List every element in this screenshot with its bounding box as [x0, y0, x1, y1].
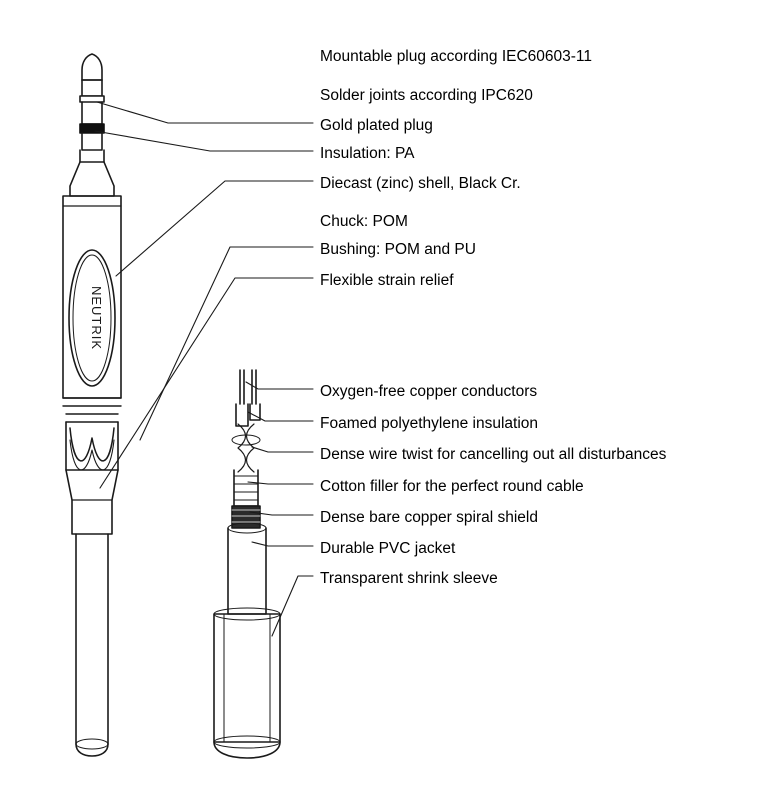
leader-shrink-sleeve	[272, 576, 313, 636]
callout-solder-joints: Solder joints according IPC620	[320, 87, 533, 104]
neutrik-brand-text: NEUTRIK	[89, 285, 104, 351]
callout-bushing: Bushing: POM and PU	[320, 241, 476, 258]
callout-gold-plated-plug: Gold plated plug	[320, 117, 433, 134]
leader-insulation-pa	[95, 131, 313, 151]
foam-insulation-1	[236, 404, 248, 426]
callout-mountable-plug: Mountable plug according IEC60603-11	[320, 48, 593, 65]
callout-copper-conductors: Oxygen-free copper conductors	[320, 383, 538, 400]
cable-cutaway	[214, 370, 280, 758]
leader-lines	[95, 102, 313, 636]
plug-cable-end	[76, 744, 108, 756]
sleeve-end	[214, 742, 280, 758]
pvc-jacket	[228, 528, 266, 614]
callout-cotton-filler: Cotton filler for the perfect round cable	[320, 478, 584, 495]
leader-pvc-jacket	[252, 542, 313, 546]
callout-chuck-pom: Chuck: POM	[320, 213, 408, 230]
callout-diecast-shell: Diecast (zinc) shell, Black Cr.	[320, 175, 521, 192]
callout-wire-twist: Dense wire twist for cancelling out all disturbances	[320, 446, 667, 463]
cotton-filler	[234, 470, 258, 506]
callout-insulation-pa: Insulation: PA	[320, 145, 415, 162]
leader-bushing	[140, 247, 313, 440]
callout-shrink-sleeve: Transparent shrink sleeve	[320, 570, 498, 587]
spiral-shield	[232, 506, 260, 528]
callout-pvc-jacket: Durable PVC jacket	[320, 540, 456, 557]
leader-strain-relief	[100, 278, 313, 488]
callout-strain-relief: Flexible strain relief	[320, 272, 454, 289]
leader-gold-plated-plug	[97, 102, 313, 123]
callout-spiral-shield: Dense bare copper spiral shield	[320, 509, 538, 526]
callout-foamed-insulation: Foamed polyethylene insulation	[320, 415, 538, 432]
plug-chuck	[66, 422, 118, 470]
plug-tip	[82, 54, 102, 80]
leader-diecast-shell	[116, 181, 313, 276]
plug-assembly	[63, 54, 121, 756]
chuck-inner-arcs	[70, 428, 114, 461]
plug-tip-collar	[80, 96, 104, 102]
leader-wire-twist	[252, 447, 313, 452]
strain-relief	[66, 470, 118, 534]
plug-sleeve-taper	[70, 162, 114, 196]
